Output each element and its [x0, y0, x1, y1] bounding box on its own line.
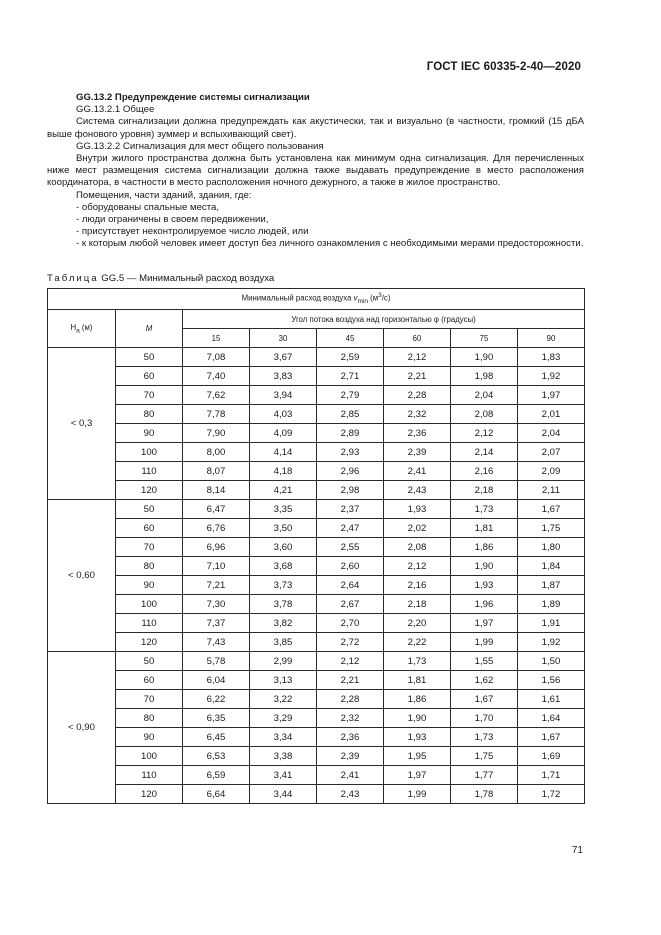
m-value-cell: 60 — [116, 367, 183, 386]
flow-value-cell: 8,00 — [183, 443, 250, 462]
table-row — [48, 747, 585, 766]
flow-value-cell: 2,12 — [451, 424, 518, 443]
flow-value-cell: 3,78 — [250, 595, 317, 614]
flow-value-cell: 3,41 — [250, 766, 317, 785]
flow-value-cell: 2,04 — [518, 424, 585, 443]
flow-value-cell: 3,82 — [250, 614, 317, 633]
flow-value-cell: 2,98 — [317, 481, 384, 500]
table-row — [48, 481, 585, 500]
table-row — [48, 557, 585, 576]
flow-value-cell: 4,03 — [250, 405, 317, 424]
table-row — [48, 671, 585, 690]
flow-value-cell: 1,72 — [518, 785, 585, 804]
m-value-cell: 50 — [116, 652, 183, 671]
flow-value-cell: 7,62 — [183, 386, 250, 405]
flow-value-cell: 2,39 — [317, 747, 384, 766]
angle-header-cell: 75 — [451, 329, 518, 348]
flow-value-cell: 1,73 — [451, 500, 518, 519]
m-value-cell: 60 — [116, 671, 183, 690]
flow-value-cell: 1,84 — [518, 557, 585, 576]
m-value-cell: 90 — [116, 576, 183, 595]
m-value-cell: 50 — [116, 348, 183, 367]
flow-value-cell: 2,16 — [384, 576, 451, 595]
flow-value-cell: 3,22 — [250, 690, 317, 709]
table-title-cell — [48, 289, 585, 310]
list-item: - к которым любой человек имеет доступ без личного ознакомления с необходимыми мерами предосторожности. — [76, 238, 584, 250]
table-row — [48, 405, 585, 424]
flow-value-cell: 6,04 — [183, 671, 250, 690]
table-row — [48, 652, 585, 671]
flow-value-cell: 2,96 — [317, 462, 384, 481]
flow-value-cell: 3,29 — [250, 709, 317, 728]
flow-value-cell: 7,40 — [183, 367, 250, 386]
flow-value-cell: 6,22 — [183, 690, 250, 709]
flow-value-cell: 7,21 — [183, 576, 250, 595]
flow-value-cell: 1,87 — [518, 576, 585, 595]
flow-value-cell: 8,14 — [183, 481, 250, 500]
column-header-h-unit: (м) — [79, 322, 93, 332]
flow-value-cell: 6,47 — [183, 500, 250, 519]
flow-value-cell: 1,95 — [384, 747, 451, 766]
flow-value-cell: 7,08 — [183, 348, 250, 367]
table-caption-title: GG.5 — Минимальный расход воздуха — [101, 273, 275, 284]
list-item: - присутствует неконтролируемое число людей, или — [76, 226, 309, 238]
table-row — [48, 462, 585, 481]
table-row — [48, 728, 585, 747]
flow-value-cell: 1,86 — [451, 538, 518, 557]
subsection-general: GG.13.2.1 Общее — [76, 104, 155, 116]
flow-value-cell: 2,18 — [384, 595, 451, 614]
flow-value-cell: 1,69 — [518, 747, 585, 766]
column-header-h: H — [70, 322, 77, 332]
table-caption-word: Таблица — [47, 273, 99, 284]
flow-value-cell: 4,09 — [250, 424, 317, 443]
flow-value-cell: 1,55 — [451, 652, 518, 671]
flow-value-cell: 2,47 — [317, 519, 384, 538]
flow-value-cell: 1,67 — [451, 690, 518, 709]
m-value-cell: 120 — [116, 785, 183, 804]
paragraph-premises: Помещения, части зданий, здания, где: — [76, 189, 252, 201]
angle-header-cell: 60 — [384, 329, 451, 348]
m-value-cell: 70 — [116, 538, 183, 557]
flow-value-cell: 8,07 — [183, 462, 250, 481]
table-title-symbol: v — [353, 294, 358, 304]
section-text — [47, 92, 584, 251]
air-flow-table — [47, 288, 585, 804]
flow-value-cell: 1,73 — [384, 652, 451, 671]
flow-value-cell: 1,96 — [451, 595, 518, 614]
flow-value-cell: 7,10 — [183, 557, 250, 576]
table-row — [48, 785, 585, 804]
m-value-cell: 100 — [116, 595, 183, 614]
flow-value-cell: 3,60 — [250, 538, 317, 557]
table-row — [48, 443, 585, 462]
flow-value-cell: 1,75 — [451, 747, 518, 766]
flow-value-cell: 4,21 — [250, 481, 317, 500]
table-row — [48, 348, 585, 367]
flow-value-cell: 2,85 — [317, 405, 384, 424]
angle-header-cell: 30 — [250, 329, 317, 348]
flow-value-cell: 4,14 — [250, 443, 317, 462]
m-value-cell: 90 — [116, 728, 183, 747]
column-header-m-text: M — [145, 324, 153, 333]
flow-value-cell: 7,90 — [183, 424, 250, 443]
m-value-cell: 110 — [116, 766, 183, 785]
flow-value-cell: 2,28 — [317, 690, 384, 709]
flow-value-cell: 2,04 — [451, 386, 518, 405]
flow-value-cell: 2,12 — [384, 557, 451, 576]
flow-value-cell: 1,91 — [518, 614, 585, 633]
table-row — [48, 633, 585, 652]
flow-value-cell: 1,62 — [451, 671, 518, 690]
subsection-public-places: GG.13.2.2 Сигнализация для мест общего пользования — [76, 140, 324, 152]
table-row — [48, 595, 585, 614]
flow-value-cell: 1,83 — [518, 348, 585, 367]
column-header-angle: Угол потока воздуха над горизонталью φ (градусы) — [183, 310, 585, 329]
flow-value-cell: 1,89 — [518, 595, 585, 614]
table-row — [48, 576, 585, 595]
m-value-cell: 110 — [116, 462, 183, 481]
flow-value-cell: 2,43 — [384, 481, 451, 500]
table-row — [48, 709, 585, 728]
flow-value-cell: 1,93 — [451, 576, 518, 595]
flow-value-cell: 2,79 — [317, 386, 384, 405]
flow-value-cell: 2,93 — [317, 443, 384, 462]
flow-value-cell: 1,78 — [451, 785, 518, 804]
flow-value-cell: 3,73 — [250, 576, 317, 595]
table-row — [48, 500, 585, 519]
flow-value-cell: 2,18 — [451, 481, 518, 500]
flow-value-cell: 1,99 — [384, 785, 451, 804]
flow-value-cell: 7,43 — [183, 633, 250, 652]
table-title-sup: 3 — [378, 292, 382, 300]
column-header-m — [116, 310, 183, 348]
flow-value-cell: 6,76 — [183, 519, 250, 538]
flow-value-cell: 6,45 — [183, 728, 250, 747]
flow-value-cell: 1,92 — [518, 633, 585, 652]
table-row — [48, 424, 585, 443]
height-group-label: < 0,3 — [48, 348, 116, 500]
paragraph-alarm-public: Внутри жилого пространства должна быть установлена как минимум одна сигнализация. Для перечисленных ниже мест размещения система сигнализации должна также выдавать предупреждение в место расположения координатора, в частности в место расположения ночного дежурного, а также в жилое пространство. — [47, 153, 584, 189]
flow-value-cell: 2,28 — [384, 386, 451, 405]
flow-value-cell: 6,96 — [183, 538, 250, 557]
flow-value-cell: 2,08 — [451, 405, 518, 424]
flow-value-cell: 1,97 — [451, 614, 518, 633]
angle-header-cell: 15 — [183, 329, 250, 348]
flow-value-cell: 2,39 — [384, 443, 451, 462]
m-value-cell: 120 — [116, 481, 183, 500]
flow-value-cell: 2,59 — [317, 348, 384, 367]
height-group-label: < 0,60 — [48, 500, 116, 652]
m-value-cell: 120 — [116, 633, 183, 652]
flow-value-cell: 2,67 — [317, 595, 384, 614]
flow-value-cell: 2,02 — [384, 519, 451, 538]
flow-value-cell: 2,36 — [384, 424, 451, 443]
table-title-unit-end: /с) — [381, 294, 391, 304]
table-row — [48, 386, 585, 405]
flow-value-cell: 2,32 — [317, 709, 384, 728]
flow-value-cell: 1,75 — [518, 519, 585, 538]
flow-value-cell: 1,71 — [518, 766, 585, 785]
section-heading: GG.13.2 Предупреждение системы сигнализации — [76, 92, 310, 103]
list-item: - оборудованы спальные места, — [76, 201, 219, 213]
flow-value-cell: 1,77 — [451, 766, 518, 785]
m-value-cell: 60 — [116, 519, 183, 538]
flow-value-cell: 1,80 — [518, 538, 585, 557]
flow-value-cell: 3,38 — [250, 747, 317, 766]
flow-value-cell: 2,12 — [384, 348, 451, 367]
flow-value-cell: 2,07 — [518, 443, 585, 462]
flow-value-cell: 2,14 — [451, 443, 518, 462]
flow-value-cell: 7,30 — [183, 595, 250, 614]
flow-value-cell: 2,01 — [518, 405, 585, 424]
flow-value-cell: 2,41 — [384, 462, 451, 481]
flow-value-cell: 1,98 — [451, 367, 518, 386]
flow-value-cell: 1,67 — [518, 500, 585, 519]
table-row — [48, 766, 585, 785]
flow-value-cell: 2,21 — [384, 367, 451, 386]
flow-value-cell: 1,50 — [518, 652, 585, 671]
m-value-cell: 100 — [116, 747, 183, 766]
flow-value-cell: 3,67 — [250, 348, 317, 367]
flow-value-cell: 3,34 — [250, 728, 317, 747]
flow-value-cell: 2,55 — [317, 538, 384, 557]
flow-value-cell: 4,18 — [250, 462, 317, 481]
page-number: 71 — [571, 845, 583, 856]
flow-value-cell: 7,37 — [183, 614, 250, 633]
table-row — [48, 690, 585, 709]
standard-code: ГОСТ IEC 60335-2-40—2020 — [426, 61, 581, 73]
angle-header-cell: 45 — [317, 329, 384, 348]
flow-value-cell: 1,90 — [451, 557, 518, 576]
table-title-sub: min — [357, 298, 368, 306]
flow-value-cell: 1,73 — [451, 728, 518, 747]
paragraph-alarm-general: Система сигнализации должна предупреждать как акустически, так и визуально (в частности, громкий (15 дБА выше фонового уровня) зуммер и вспыхивающий свет). — [47, 116, 584, 140]
flow-value-cell: 2,12 — [317, 652, 384, 671]
flow-value-cell: 1,81 — [451, 519, 518, 538]
flow-value-cell: 1,90 — [384, 709, 451, 728]
angle-header-cell: 90 — [518, 329, 585, 348]
flow-value-cell: 2,08 — [384, 538, 451, 557]
m-value-cell: 80 — [116, 709, 183, 728]
flow-value-cell: 2,16 — [451, 462, 518, 481]
flow-value-cell: 2,99 — [250, 652, 317, 671]
m-value-cell: 80 — [116, 405, 183, 424]
table-row — [48, 538, 585, 557]
height-group-label: < 0,90 — [48, 652, 116, 804]
column-header-h-sub: a — [76, 327, 80, 335]
flow-value-cell: 3,94 — [250, 386, 317, 405]
flow-value-cell: 1,99 — [451, 633, 518, 652]
flow-value-cell: 3,50 — [250, 519, 317, 538]
flow-value-cell: 3,85 — [250, 633, 317, 652]
flow-value-cell: 1,81 — [384, 671, 451, 690]
flow-value-cell: 2,20 — [384, 614, 451, 633]
flow-value-cell: 5,78 — [183, 652, 250, 671]
flow-value-cell: 6,35 — [183, 709, 250, 728]
m-value-cell: 70 — [116, 386, 183, 405]
flow-value-cell: 2,43 — [317, 785, 384, 804]
m-value-cell: 50 — [116, 500, 183, 519]
flow-value-cell: 1,90 — [451, 348, 518, 367]
flow-value-cell: 2,89 — [317, 424, 384, 443]
flow-value-cell: 1,97 — [384, 766, 451, 785]
m-value-cell: 80 — [116, 557, 183, 576]
flow-value-cell: 3,44 — [250, 785, 317, 804]
flow-value-cell: 2,22 — [384, 633, 451, 652]
flow-value-cell: 1,64 — [518, 709, 585, 728]
flow-value-cell: 3,83 — [250, 367, 317, 386]
table-title-unit: (м — [368, 294, 379, 304]
flow-value-cell: 2,21 — [317, 671, 384, 690]
flow-value-cell: 2,70 — [317, 614, 384, 633]
m-value-cell: 70 — [116, 690, 183, 709]
flow-value-cell: 1,61 — [518, 690, 585, 709]
flow-value-cell: 6,59 — [183, 766, 250, 785]
flow-value-cell: 1,93 — [384, 728, 451, 747]
flow-value-cell: 2,72 — [317, 633, 384, 652]
flow-value-cell: 1,92 — [518, 367, 585, 386]
flow-value-cell: 2,09 — [518, 462, 585, 481]
flow-value-cell: 1,67 — [518, 728, 585, 747]
flow-value-cell: 1,70 — [451, 709, 518, 728]
flow-value-cell: 3,35 — [250, 500, 317, 519]
flow-value-cell: 2,36 — [317, 728, 384, 747]
flow-value-cell: 3,68 — [250, 557, 317, 576]
flow-value-cell: 1,97 — [518, 386, 585, 405]
flow-value-cell: 2,71 — [317, 367, 384, 386]
flow-value-cell: 2,64 — [317, 576, 384, 595]
table-caption — [47, 273, 274, 284]
flow-value-cell: 1,86 — [384, 690, 451, 709]
flow-value-cell: 2,41 — [317, 766, 384, 785]
flow-value-cell: 1,56 — [518, 671, 585, 690]
flow-value-cell: 6,64 — [183, 785, 250, 804]
list-item: - люди ограничены в своем передвижении, — [76, 214, 269, 226]
m-value-cell: 90 — [116, 424, 183, 443]
flow-value-cell: 2,32 — [384, 405, 451, 424]
flow-value-cell: 2,60 — [317, 557, 384, 576]
flow-value-cell: 1,93 — [384, 500, 451, 519]
m-value-cell: 110 — [116, 614, 183, 633]
m-value-cell: 100 — [116, 443, 183, 462]
table-row — [48, 614, 585, 633]
flow-value-cell: 6,53 — [183, 747, 250, 766]
flow-value-cell: 3,13 — [250, 671, 317, 690]
flow-value-cell: 2,11 — [518, 481, 585, 500]
table-row — [48, 367, 585, 386]
table-row — [48, 519, 585, 538]
flow-value-cell: 7,78 — [183, 405, 250, 424]
column-header-height — [48, 310, 116, 348]
table-title-text: Минимальный расход воздуха — [241, 294, 354, 304]
flow-value-cell: 2,37 — [317, 500, 384, 519]
